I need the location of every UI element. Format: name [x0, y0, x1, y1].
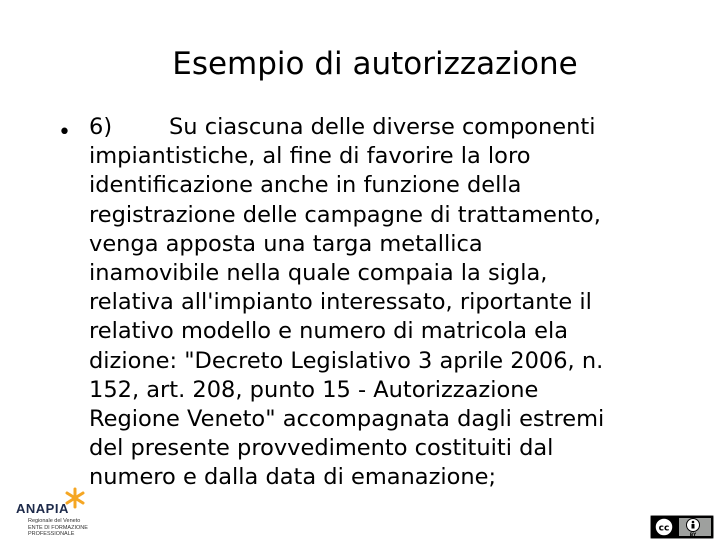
body-line: venga apposta una targa metallica: [89, 230, 483, 257]
item-number: 6): [89, 114, 113, 140]
cc-license-badge: [650, 515, 714, 539]
by-text: BY: [689, 533, 697, 538]
body-line: identificazione anche in funzione della: [89, 172, 522, 199]
logo-brand-text: ANAPIA: [16, 501, 69, 516]
bullet-marker: •: [58, 120, 71, 145]
body-line: dizione: "Decreto Legislativo 3 aprile 2006, n.: [89, 347, 604, 374]
logo-subtitle-line: ENTE DI FORMAZIONE: [28, 525, 88, 531]
body-line: Regione Veneto" accompagnata dagli estremi: [89, 405, 605, 432]
body-line: impiantistiche, al fine di favorire la loro: [89, 143, 531, 170]
anapia-logo: [14, 487, 94, 543]
cc-text: cc: [658, 523, 670, 534]
body-line: relativa all'impianto interessato, riportante il: [89, 289, 592, 316]
body-line: [89, 113, 709, 142]
cc-by-icon: [651, 516, 713, 538]
body-line: numero e dalla data di emanazione;: [89, 464, 497, 491]
bullet-body: [89, 113, 709, 492]
body-line: registrazione delle campagne di trattamento,: [89, 201, 601, 228]
body-line-text: Su ciascuna delle diverse componenti: [169, 114, 596, 140]
body-line: relativo modello e numero di matricola ela: [89, 318, 569, 345]
body-line: 152, art. 208, punto 15 - Autorizzazione: [89, 376, 539, 403]
logo-subtitle-line: PROFESSIONALE: [28, 531, 75, 537]
body-line: inamovibile nella quale compaia la sigla,: [89, 259, 548, 286]
slide-title: Esempio di autorizzazione: [172, 46, 578, 82]
logo-subtitle-line: Regionale del Veneto: [28, 518, 81, 524]
body-line: del presente provvedimento costituiti dal: [89, 435, 554, 462]
